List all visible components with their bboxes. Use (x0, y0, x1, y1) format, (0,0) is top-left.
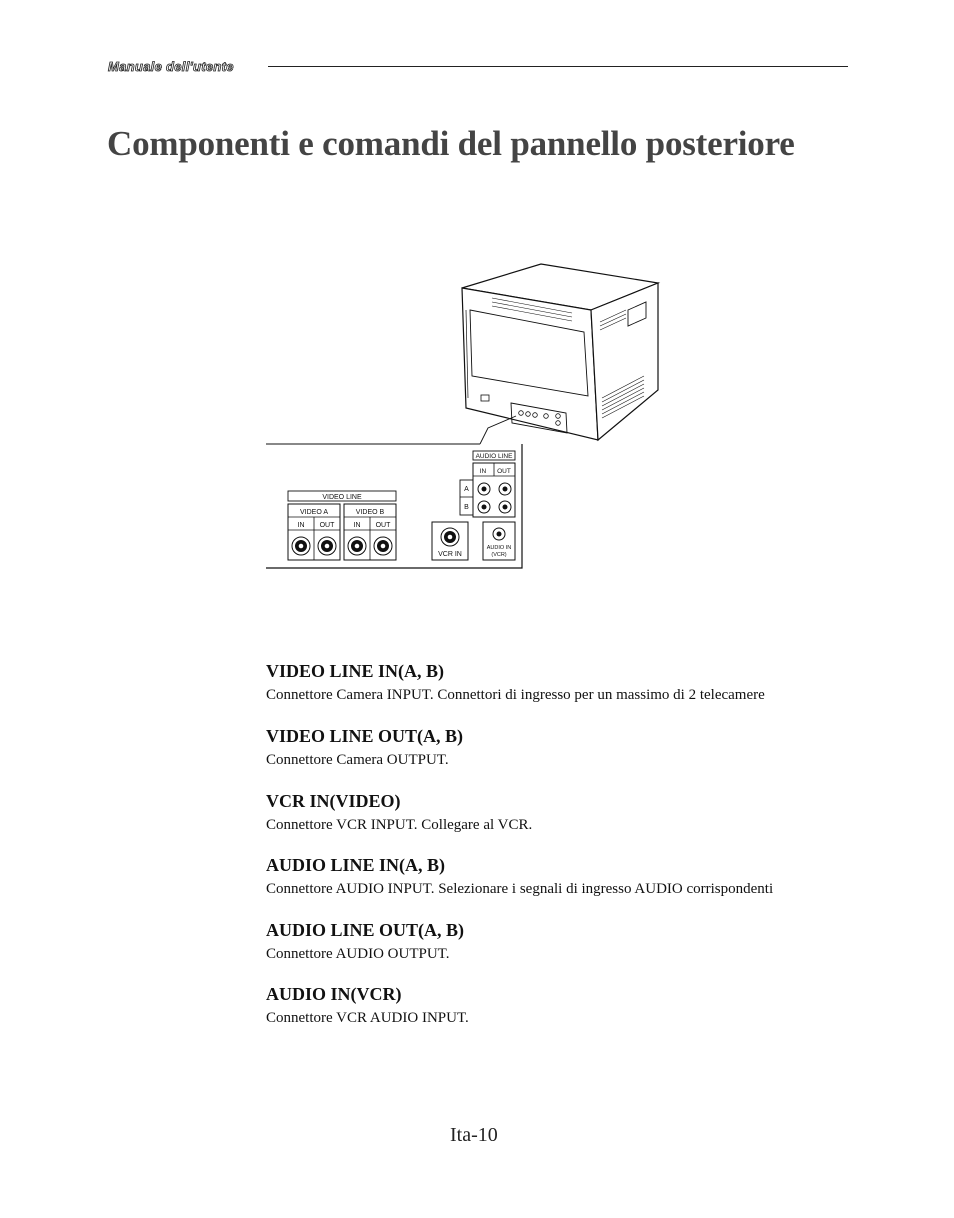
audio-row-b-label: B (464, 504, 469, 511)
desc-video-line-in (266, 660, 866, 705)
audio-row-a-label: A (464, 486, 469, 493)
rear-panel-figure (266, 258, 666, 570)
audio-in-vcr-label-2: (VCR) (491, 552, 507, 558)
desc-title: VIDEO LINE OUT(A, B) (266, 726, 464, 746)
video-b-in-label: IN (353, 522, 361, 529)
page-title: Componenti e comandi del pannello posteriore (107, 124, 795, 163)
audio-in-label: IN (479, 468, 487, 475)
rear-panel-diagram (266, 258, 666, 570)
video-b-out-label: OUT (375, 522, 391, 529)
desc-text: Connettore VCR INPUT. Collegare al VCR. (266, 817, 533, 833)
video-line-label: VIDEO LINE (322, 494, 362, 501)
audio-line-label: AUDIO LINE (475, 453, 513, 460)
vcr-in-group (432, 522, 468, 560)
video-b-label: VIDEO B (355, 509, 385, 516)
video-a-label: VIDEO A (299, 509, 329, 516)
audio-line-group (460, 451, 515, 517)
video-line-group (288, 491, 396, 560)
video-a-out-label: OUT (319, 522, 335, 529)
desc-vcr-in (266, 790, 866, 835)
running-header (108, 56, 848, 76)
audio-out-label: OUT (497, 468, 511, 475)
audio-in-vcr-group (483, 522, 515, 560)
desc-title: AUDIO LINE OUT(A, B) (266, 920, 465, 940)
header-rule (268, 66, 848, 67)
desc-title: VIDEO LINE IN(A, B) (266, 661, 445, 681)
desc-text: Connettore AUDIO OUTPUT. (266, 946, 450, 962)
desc-text: Connettore Camera INPUT. Connettori di ingresso per un massimo di 2 telecamere (266, 687, 765, 703)
desc-text: Connettore AUDIO INPUT. Selezionare i segnali di ingresso AUDIO corrispondenti (266, 881, 774, 897)
desc-audio-line-in (266, 854, 866, 899)
desc-text: Connettore Camera OUTPUT. (266, 752, 449, 768)
desc-title: AUDIO IN(VCR) (266, 984, 402, 1004)
desc-audio-line-out (266, 919, 866, 964)
desc-title: AUDIO LINE IN(A, B) (266, 855, 446, 875)
desc-text: Connettore VCR AUDIO INPUT. (266, 1010, 469, 1026)
vcr-in-label: VCR IN (438, 551, 462, 558)
desc-title: VCR IN(VIDEO) (266, 791, 401, 811)
monitor-illustration (266, 264, 658, 444)
desc-video-line-out (266, 725, 866, 770)
page-number: Ita-10 (450, 1124, 498, 1146)
desc-audio-in-vcr (266, 983, 866, 1028)
video-a-in-label: IN (297, 522, 305, 529)
audio-in-vcr-label-1: AUDIO IN (486, 545, 512, 551)
header-label: Manuale dell'utente (108, 59, 234, 74)
